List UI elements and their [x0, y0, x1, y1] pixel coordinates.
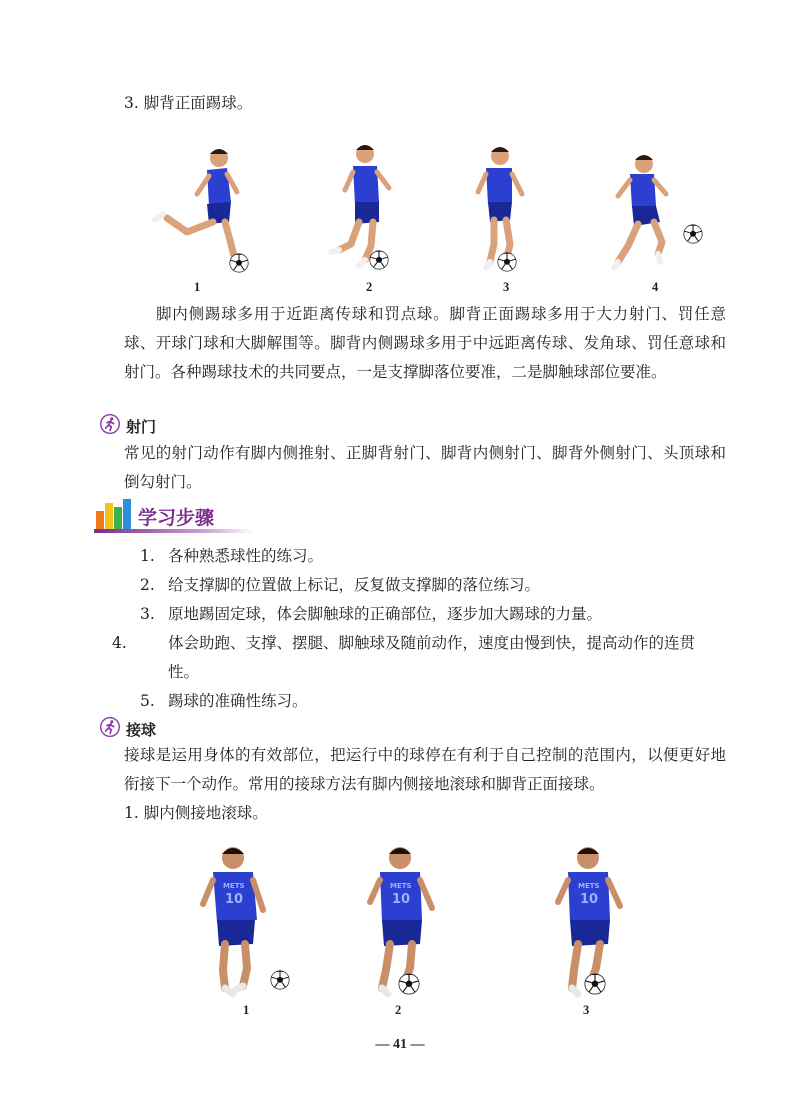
step-number: 3.: [140, 605, 155, 623]
caption-bottom-1: 1: [243, 1003, 250, 1017]
page-number: — 41 —: [375, 1037, 425, 1052]
caption-top-3: 3: [503, 280, 510, 294]
step-item-3: [140, 600, 720, 629]
caption-bottom-3: 3: [583, 1003, 590, 1017]
step-item-2: [140, 571, 720, 600]
soccer-ball-b3: [584, 973, 606, 995]
caption-top-2: 2: [366, 280, 373, 294]
study-steps-banner: [94, 497, 254, 533]
step-item-5: [140, 687, 720, 716]
soccer-ball-2: [369, 250, 389, 270]
caption-top-4: 4: [652, 280, 659, 294]
step-number: 2.: [140, 576, 155, 594]
item-inside-foot-receive: 1. 脚内侧接地滚球。: [124, 804, 268, 822]
step-item-1: [140, 542, 720, 571]
step-item-4: [112, 629, 716, 687]
running-person-icon: [100, 717, 120, 737]
kicking-paragraph: 脚内侧踢球多用于近距离传球和罚点球。脚背正面踢球多用于大力射门、罚任意球、开球门球和大脚解围等。脚背内侧踢球多用于中远距离传球、发角球、罚任意球和射门。各种踢球技术的共同要点，一是支撑脚落位要准，二是脚触球部位要准。: [124, 305, 726, 381]
jersey-number-b2: 10: [392, 892, 411, 907]
step-text: 原地踢固定球，体会脚触球的正确部位，逐步加大踢球的力量。: [168, 605, 603, 623]
soccer-ball-b2: [398, 973, 420, 995]
soccer-ball-4: [683, 224, 703, 244]
soccer-ball-1: [229, 253, 249, 273]
jersey-number-b3: 10: [580, 892, 599, 907]
caption-top-1: 1: [194, 280, 201, 294]
running-person-icon: [100, 414, 120, 434]
player-figure-b1: [195, 840, 275, 1000]
receive-figures: [180, 840, 640, 1005]
jersey-number-b1: 10: [225, 892, 244, 907]
step-number: 5.: [140, 692, 155, 710]
caption-bottom-2: 2: [395, 1003, 402, 1017]
item-instep-kick: 3. 脚背正面踢球。: [124, 94, 253, 112]
step-text: 各种熟悉球性的练习。: [168, 547, 324, 565]
section-title-shot: 射门: [126, 418, 157, 436]
section-title-receive: 接球: [126, 721, 157, 739]
jersey-team-b1: METS: [223, 882, 245, 890]
study-steps-title: 学习步骤: [138, 507, 215, 529]
banner-underline: [94, 529, 254, 533]
receive-paragraph: 接球是运用身体的有效部位，把运行中的球停在有利于自己控制的范围内，以便更好地衔接下一个动作。常用的接球方法有脚内侧接地滚球和脚背正面接球。: [124, 746, 726, 793]
step-text: 踢球的准确性练习。: [168, 692, 308, 710]
soccer-ball-3: [497, 252, 517, 272]
step-number: 4.: [112, 634, 127, 652]
step-number: 1.: [140, 547, 155, 565]
soccer-ball-b1: [270, 970, 290, 990]
player-figure-4: [600, 150, 680, 275]
step-text: 体会助跑、支撑、摆腿、脚触球及随前动作，速度由慢到快，提高动作的连贯性。: [168, 634, 696, 681]
instep-kick-figures: [145, 140, 715, 280]
step-text: 给支撑脚的位置做上标记，反复做支撑脚的落位练习。: [168, 576, 541, 594]
jersey-team-b3: METS: [578, 882, 600, 890]
shot-paragraph: 常见的射门动作有脚内侧推射、正脚背射门、脚背内侧射门、脚背外侧射门、头顶球和倒勾射门。: [124, 444, 726, 491]
bar-chart-icon: [94, 497, 134, 531]
player-figure-2: [325, 140, 405, 275]
jersey-team-b2: METS: [390, 882, 412, 890]
